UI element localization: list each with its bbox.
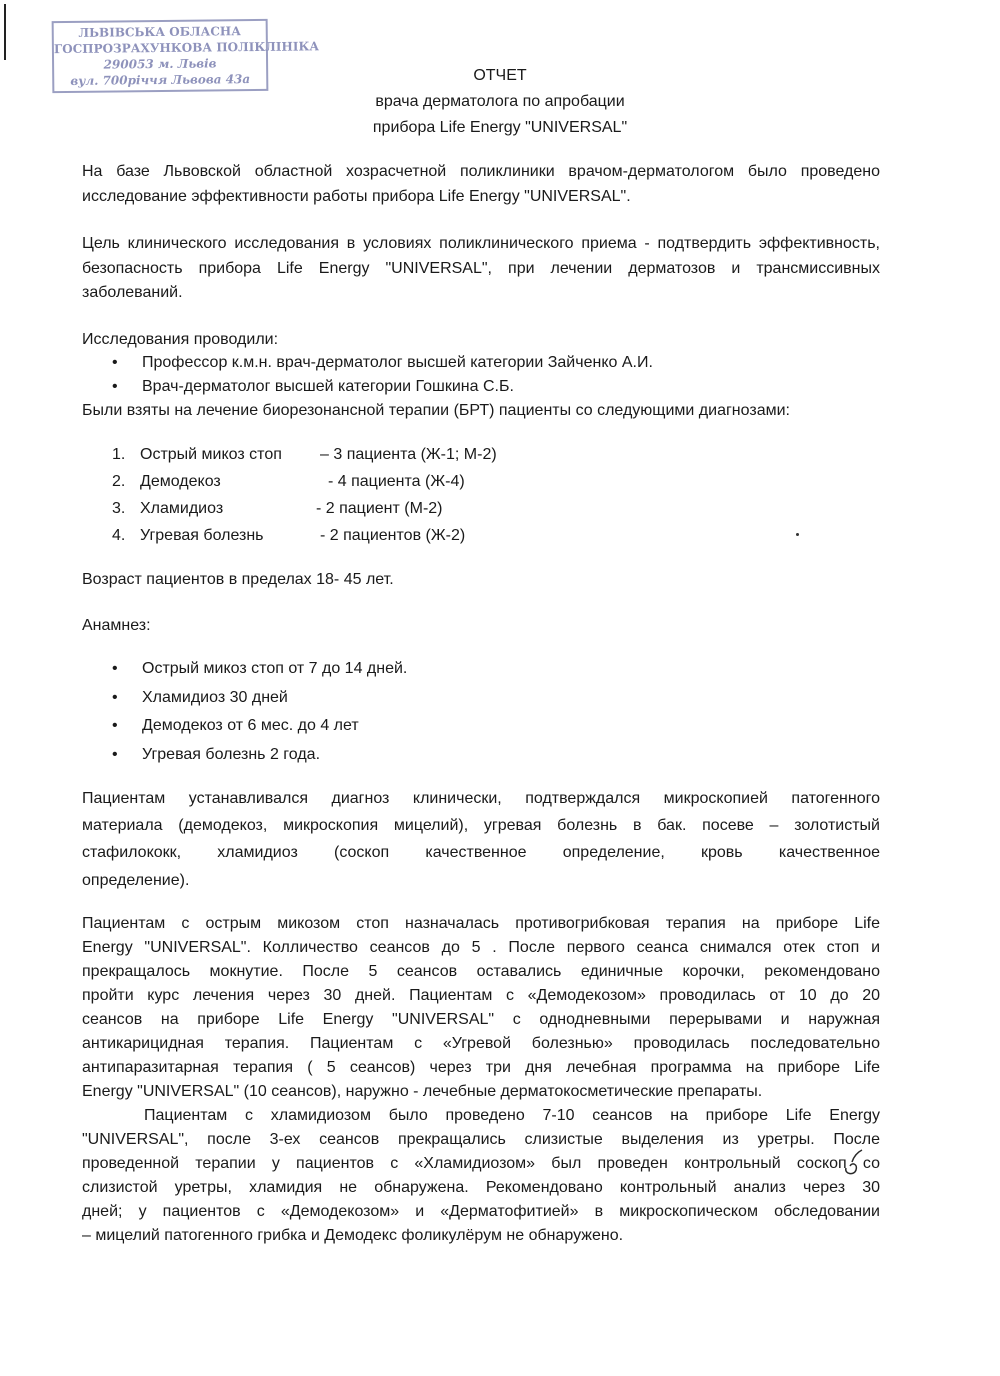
anamnesis-text: Демодекоз от 6 мес. до 4 лет [142, 717, 359, 734]
diagnosis-paragraph-line: Пациентам устанавливался диагноз клинически, подтверждался микроскопией патогенного [82, 790, 880, 807]
bullet-icon: • [112, 717, 118, 734]
bullet-icon: • [112, 660, 118, 677]
diagnosis-number: 1. [112, 446, 126, 463]
stamp-line-4: вул. 700річчя Львова 43а [70, 72, 251, 88]
diagnosis-count: - 2 пациент (М-2) [316, 500, 443, 517]
diagnosis-name: Хламидиоз [140, 500, 224, 517]
treatment-paragraph-line: Пациентам с острым микозом стоп назначалась противогрибковая терапия на приборе Life [82, 915, 880, 932]
report-subtitle-2: прибора Life Energy "UNIVERSAL" [372, 119, 628, 136]
diagnosis-name: Острый микоз стоп [140, 446, 282, 463]
bullet-icon: • [112, 746, 118, 763]
chlamydia-paragraph-line: слизистой уретры, хламидия не обнаружена. Рекомендовано контрольный анализ через 30 [82, 1179, 880, 1196]
diagnosis-paragraph-line: стафилококк, хламидиоз (соскоп качественное определение, кровь качественное [82, 844, 880, 861]
bullet-icon: • [112, 378, 118, 395]
report-title: ОТЧЕТ [473, 67, 527, 84]
diagnosis-number: 2. [112, 473, 126, 490]
treatment-paragraph-line: антикарицидная терапия. Пациентам с «Угревой болезнью» проводилась последовательно [82, 1035, 880, 1052]
researcher-name: Профессор к.м.н. врач-дерматолог высшей категории Зайченко А.И. [142, 354, 653, 371]
age-range: Возраст пациентов в пределах 18- 45 лет. [82, 571, 394, 588]
anamnesis-text: Хламидиоз 30 дней [142, 689, 288, 706]
treatment-paragraph-line: сеансов на приборе Life Energy "UNIVERSAL" с однодневными перерывами и наружная [82, 1011, 880, 1028]
diagnosis-name: Демодекоз [140, 473, 221, 490]
stamp-line-1: ЛЬВІВСЬКА ОБЛАСНА [78, 24, 242, 40]
chlamydia-paragraph-line: дней; у пациентов с «Демодекозом» и «Дерматофитией» в микроскопическом обследовании [82, 1203, 880, 1220]
treatment-paragraph-line: антипаразитарная терапия ( 5 сеансов) через три дня лечебная программа на приборе Life [82, 1059, 880, 1076]
treatment-paragraph-line: Energy "UNIVERSAL". Колличество сеансов до 5 . После первого сеанса снимался отек стоп и [82, 939, 880, 956]
anamnesis-text: Острый микоз стоп от 7 до 14 дней. [142, 660, 408, 677]
bullet-icon: • [112, 354, 118, 371]
diagnosis-number: 3. [112, 500, 126, 517]
diagnosis-paragraph-line: материала (демодекоз, микроскопия мицелий), угревая болезнь в бак. посеве – золотистый [82, 817, 880, 834]
treatment-paragraph-line: прекращалось мокнутие. После 5 сеансов оставались единичные корочки, рекомендовано [82, 963, 880, 980]
chlamydia-paragraph-line: "UNIVERSAL", после 3-ех сеансов прекращались слизистые выделения из уретры. После [82, 1131, 880, 1148]
chlamydia-paragraph-line: проведенной терапии у пациентов с «Хламидиозом» был проведен контрольный соскоп со [82, 1155, 880, 1172]
report-subtitle-1: врача дерматолога по апробации [375, 93, 625, 110]
anamnesis-heading: Анамнез: [82, 617, 151, 634]
stamp-line-2: ГОСПРОЗРАХУНКОВА ПОЛІКЛІНІКА [53, 39, 320, 57]
researchers-heading: Исследования проводили: [82, 331, 279, 348]
diagnosis-number: 4. [112, 527, 126, 544]
paper-speck [796, 533, 799, 536]
treatment-paragraph-line: Energy "UNIVERSAL" (10 сеансов), наружно - лечебные дерматокосметические препараты. [82, 1083, 763, 1100]
researcher-name: Врач-дерматолог высшей категории Гошкина С.Б. [142, 378, 514, 395]
treatment-paragraph-line: пройти курс лечения через 30 дней. Пациентам с «Демодекозом» проводилась от 10 до 20 [82, 987, 880, 1004]
chlamydia-paragraph-line: – мицелий патогенного грибка и Демодекс фоликулёрум не обнаружено. [82, 1227, 624, 1244]
patients-intro: Были взяты на лечение биорезонансной терапии (БРТ) пациенты со следующими диагнозами: [82, 402, 790, 419]
diagnosis-count: – 3 пациента (Ж-1; М-2) [320, 446, 497, 463]
binding-mark [4, 4, 6, 60]
diagnosis-paragraph-line: определение). [82, 872, 190, 889]
stamp-line-3: 290053 м. Львів [103, 56, 217, 72]
bullet-icon: • [112, 689, 118, 706]
diagnosis-count: - 2 пациентов (Ж-2) [320, 527, 466, 544]
chlamydia-paragraph-line: Пациентам с хламидиозом было проведено 7-10 сеансов на приборе Life Energy [144, 1107, 880, 1124]
handwritten-correction-mark [842, 1148, 864, 1178]
goal-paragraph: Цель клинического исследования в условиях поликлинического приема - подтвердить эффективность, безопасность прибора Life Energy "UNIVERSAL", при лечении дерматозов и трансмиссивных заболеваний. [82, 235, 880, 301]
diagnosis-count: - 4 пациента (Ж-4) [328, 473, 465, 490]
anamnesis-text: Угревая болезнь 2 года. [142, 746, 321, 763]
intro-paragraph: На базе Львовской областной хозрасчетной поликлиники врачом-дерматологом было проведено исследование эффективности работы прибора Life Energy "UNIVERSAL". [82, 163, 880, 205]
diagnosis-name: Угревая болезнь [140, 527, 264, 544]
